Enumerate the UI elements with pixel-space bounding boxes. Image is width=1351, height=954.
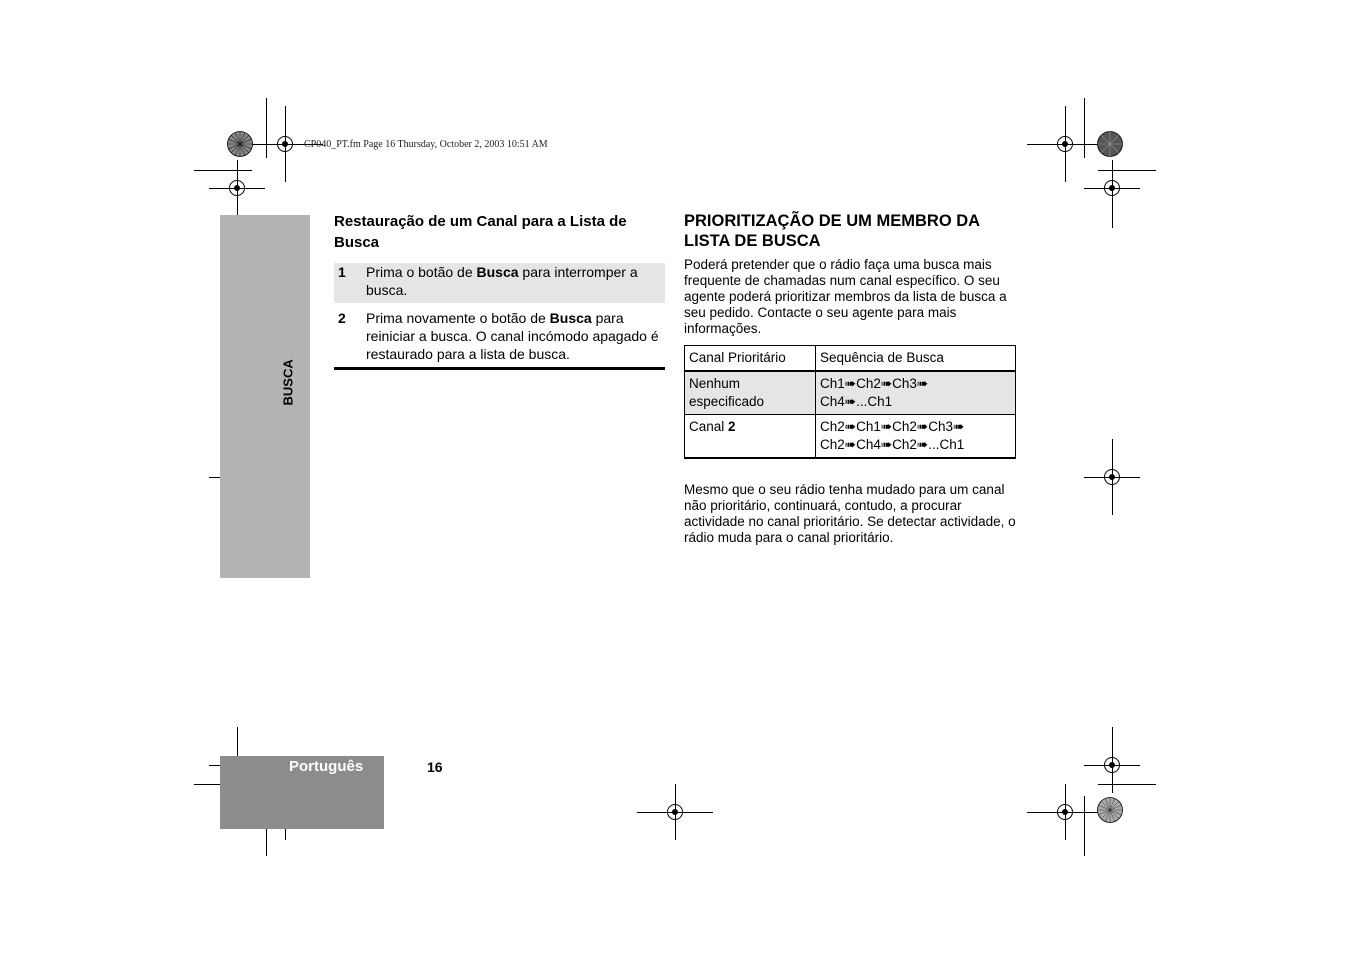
table-row	[685, 371, 1016, 415]
step-number: 2	[338, 310, 346, 326]
table-cell: Ch1➠Ch2➠Ch3➠ Ch4➠...Ch1	[816, 371, 1016, 415]
table-cell: Nenhum especificado	[685, 371, 816, 415]
section-side-tab	[220, 215, 310, 578]
right-column	[684, 211, 1016, 546]
table-header-row	[685, 346, 1016, 372]
left-column	[334, 211, 665, 370]
footer-language-label: Português	[289, 758, 364, 775]
table-cell: Ch2➠Ch1➠Ch2➠Ch3➠ Ch2➠Ch4➠Ch2➠...Ch1	[816, 415, 1016, 459]
color-rosette-icon	[1097, 131, 1123, 157]
table-row	[685, 415, 1016, 459]
table-header-cell: Sequência de Busca	[816, 346, 1016, 372]
step-item	[334, 263, 665, 303]
priority-table	[684, 345, 1016, 459]
step-text: Prima o botão de Busca para interromper a busca.	[366, 264, 638, 298]
intro-paragraph: Poderá pretender que o rádio faça uma busca mais frequente de chamadas num canal específico. O seu agente poderá prioritizar membros da lista de busca a seu pedido. Contacte o seu agente para mais informações.	[684, 257, 1007, 336]
section-heading: PRIORITIZAÇÃO DE UM MEMBRO DA LISTA DE BUSCA	[684, 212, 980, 250]
table-cell: Canal 2	[685, 415, 816, 459]
crop-mark	[1084, 98, 1085, 158]
step-text: Prima novamente o botão de Busca para reiniciar a busca. O canal incómodo apagado é restaurado para a lista de busca.	[366, 310, 659, 362]
table-header-cell: Canal Prioritário	[685, 346, 816, 372]
crop-mark	[1084, 796, 1085, 856]
page-number: 16	[427, 759, 443, 775]
step-item	[334, 303, 665, 367]
step-number: 1	[338, 264, 346, 280]
crop-mark	[266, 98, 267, 158]
side-tab-label: BUSCA	[280, 359, 296, 406]
closing-paragraph: Mesmo que o seu rádio tenha mudado para um canal não prioritário, continuará, contudo, a procurar actividade no canal prioritário. Se detectar actividade, o rádio muda para o canal prioritário.	[684, 482, 1016, 545]
section-heading: Restauração de um Canal para a Lista de Busca	[334, 213, 627, 251]
steps-list	[334, 263, 665, 370]
file-info-header: CP040_PT.fm Page 16 Thursday, October 2, 2003 10:51 AM	[304, 139, 548, 150]
color-rosette-icon	[227, 131, 253, 157]
crop-mark	[194, 170, 252, 171]
color-rosette-icon	[1097, 797, 1123, 823]
crop-mark	[1098, 170, 1156, 171]
crop-mark	[1098, 784, 1156, 785]
